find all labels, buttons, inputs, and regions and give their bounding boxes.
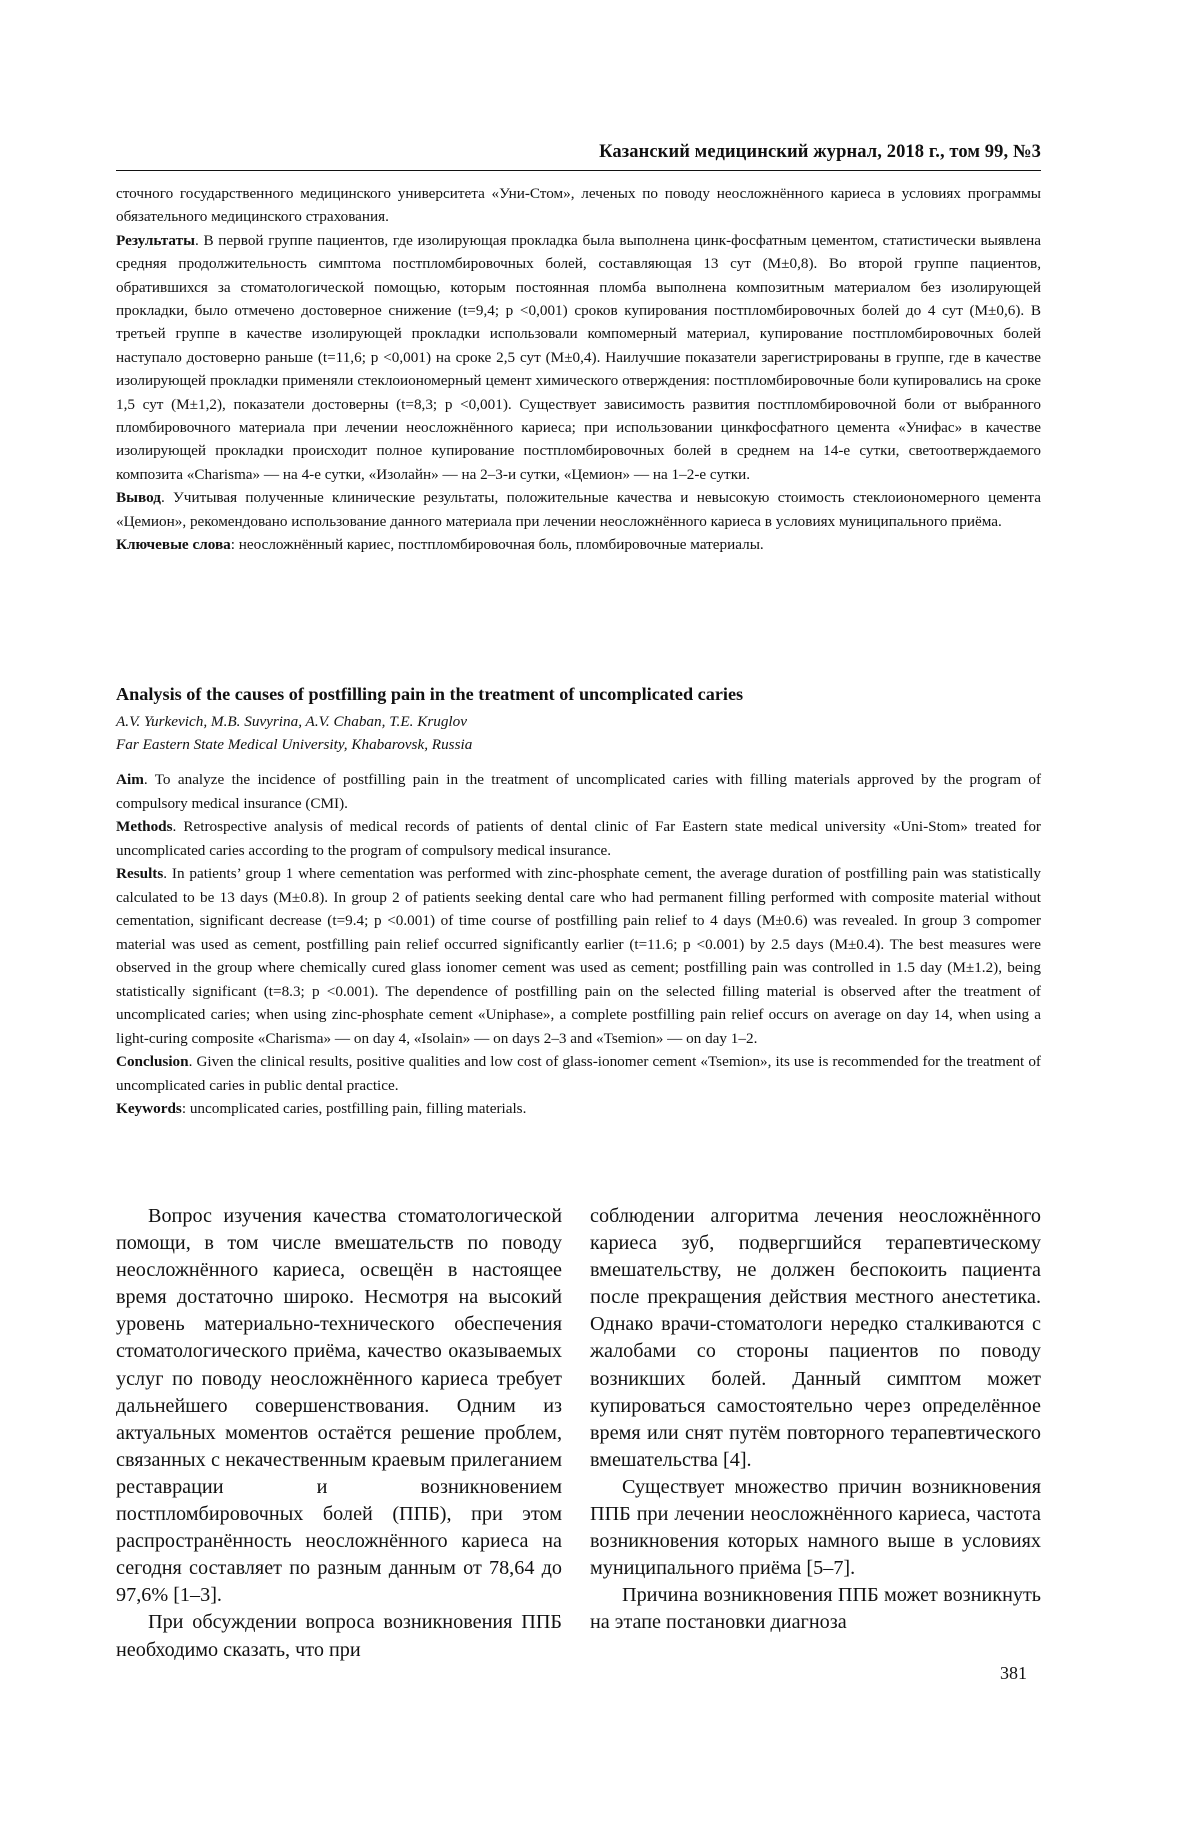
journal-header: Казанский медицинский журнал, 2018 г., том 99, №3 (599, 142, 1041, 162)
en-conclusion-label: Conclusion (116, 1053, 189, 1070)
body-paragraph: соблюдении алгоритма лечения неосложнённого кариеса зуб, подвергшийся терапевтическому вмешательству, не должен беспокоить пациента после прекращения действия местного анестетика. Однако врачи-стоматологи нередко сталкиваются с жалобами со стороны пациентов по поводу возникших болей. Данный симптом может купироваться самостоятельно через определённое время или снят путём повторного терапевтического вмешательства [4]. (590, 1205, 1041, 1471)
methods-text: . Retrospective analysis of medical records of patients of dental clinic of Far Eastern state medical university «Uni-Stom» treated for uncomplicated caries according to the program of compulsory medical insurance. (116, 818, 1041, 859)
en-keywords-text: : uncomplicated caries, postfilling pain, filling materials. (181, 1100, 527, 1117)
russian-abstract (116, 182, 1041, 557)
en-keywords-paragraph (116, 1097, 1041, 1121)
keywords-label: Ключевые слова (116, 536, 231, 554)
header-rule (116, 170, 1041, 171)
results-text: . В первой группе пациентов, где изолирующая прокладка была выполнена цинк-фосфатным цементом, статистически выявлена средняя продолжительность симптома постпломбировочных болей, составляющая 13 сут (M±0,8). Во второй группе пациентов, обратившихся за стоматологической помощью, которым постоянная пломба выполнена композитным материалом без изолирующей прокладки, было отмечено достоверное снижение (t=9,4; p <0,001) сроков купирования постпломбировочных болей до 4 сут (M±0,6). В третьей группе в качестве изолирующей прокладки использовали компомерный материал, купирование постпломбировочных болей наступало достоверно раньше (t=11,6; p <0,001) на сроке 2,5 сут (M±0,4). Наилучшие показатели зарегистрированы в группе, где в качестве изолирующей прокладки применяли стеклоиономерный цемент химического отверждения: постпломбировочные боли купировались на сроке 1,5 сут (M±1,2), показатели достоверны (t=8,3; p <0,001). Существует зависимость развития постпломбировочной боли от выбранного пломбировочного материала при лечении неосложнённого кариеса; при использовании цинкфосфатного цемента «Унифас» в качестве изолирующей прокладки происходит полное купирование постпломбировочных болей в среднем на 14-е сутки, светоотверждаемого композита «Charisma» — на 4-е сутки, «Изолайн» — на 2–3-и сутки, «Цемион» — на 1–2-е сутки. (116, 231, 1041, 483)
body-paragraph: Вопрос изучения качества стоматологической помощи, в том числе вмешательств по поводу неосложнённого кариеса, освещён в настоящее время достаточно широко. Несмотря на высокий уровень материально-технического обеспечения стоматологического приёма, качество оказываемых услуг по поводу неосложнённого кариеса требует дальнейшего совершенствования. Одним из актуальных моментов остаётся решение проблем, связанных с некачественным краевым прилеганием реставрации и возникновением постпломбировочных болей (ППБ), при этом распространённость неосложнённого кариеса на сегодня составляет по разным данным от 78,64 до 97,6% [1–3]. (116, 1205, 562, 1607)
en-results-text: . In patients’ group 1 where cementation was performed with zinc-phosphate cement, the average duration of postfilling pain was statistically calculated to be 13 days (M±0.8). In group 2 of patients seeking dental care who had permanent filling performed with composite material without cementation, significant decrease (t=9.4; p <0.001) of time course of postfilling pain relief to 4 days (M±0.6) was revealed. In group 3 compomer material was used as cement, postfilling pain relief occurred significantly earlier (t=11.6; p <0.001) by 2.5 days (M±0.4). The best measures were observed in the group where chemically cured glass ionomer cement was used as cement; postfilling pain was controlled in 1.5 day (M±1.2), being statistically significant (t=8.3; p <0.001). The dependence of postfilling pain on the selected filling material is observed after the treatment of uncomplicated caries; when using zinc-phosphate cement «Uniphase», a complete postfilling pain relief occurs on average on day 14, when using a light-curing composite «Charisma» — on day 4, «Isolain» — on days 2–3 and «Tsemion» — on day 1–2. (116, 865, 1041, 1047)
en-results-paragraph (116, 862, 1041, 1050)
aim-text: . To analyze the incidence of postfilling pain in the treatment of uncomplicated caries with filling materials approved by the program of compulsory medical insurance (CMI). (116, 771, 1041, 812)
english-abstract (116, 768, 1041, 1121)
en-conclusion-text: . Given the clinical results, positive qualities and low cost of glass-ionomer cement «Tsemion», its use is recommended for the treatment of uncomplicated caries in public dental practice. (116, 1053, 1041, 1094)
en-keywords-label: Keywords (116, 1100, 182, 1117)
aim-paragraph (116, 768, 1041, 815)
english-affiliation: Far Eastern State Medical University, Khabarovsk, Russia (116, 736, 473, 753)
body-paragraph: Существует множество причин возникновения ППБ при лечении неосложнённого кариеса, частота возникновения которых намного выше в условиях муниципального приёма [5–7]. (590, 1475, 1041, 1580)
english-authors: A.V. Yurkevich, M.B. Suvyrina, A.V. Chaban, T.E. Kruglov (116, 713, 467, 730)
conclusion-paragraph (116, 486, 1041, 533)
conclusion-text: . Учитывая полученные клинические результаты, положительные качества и невысокую стоимость стеклоиономерного цемента «Цемион», рекомендовано использование данного материала при лечении неосложнённого кариеса в условиях муниципального приёма. (116, 489, 1041, 530)
results-paragraph (116, 229, 1041, 486)
keywords-text: : неосложнённый кариес, постпломбировочная боль, пломбировочные материалы. (230, 536, 764, 554)
methods-paragraph (116, 815, 1041, 862)
aim-label: Aim (116, 771, 144, 788)
keywords-paragraph (116, 533, 1041, 556)
body-paragraph: При обсуждении вопроса возникновения ППБ необходимо сказать, что при (116, 1611, 562, 1661)
en-results-label: Results (116, 865, 164, 882)
abstract-continuation: сточного государственного медицинского университета «Уни-Стом», леченых по поводу неосложнённого кариеса в условиях программы обязательного медицинского страхования. (116, 185, 1041, 226)
conclusion-label: Вывод (116, 489, 161, 507)
en-conclusion-paragraph (116, 1050, 1041, 1097)
body-left-column (116, 1203, 562, 1664)
english-title: Analysis of the causes of postfilling pain in the treatment of uncomplicated caries (116, 684, 744, 704)
results-label: Результаты (116, 231, 195, 249)
body-right-column (590, 1203, 1041, 1637)
body-paragraph: Причина возникновения ППБ может возникнуть на этапе постановки диагноза (590, 1584, 1041, 1634)
page-number: 381 (1000, 1663, 1027, 1683)
methods-label: Methods (116, 818, 173, 835)
